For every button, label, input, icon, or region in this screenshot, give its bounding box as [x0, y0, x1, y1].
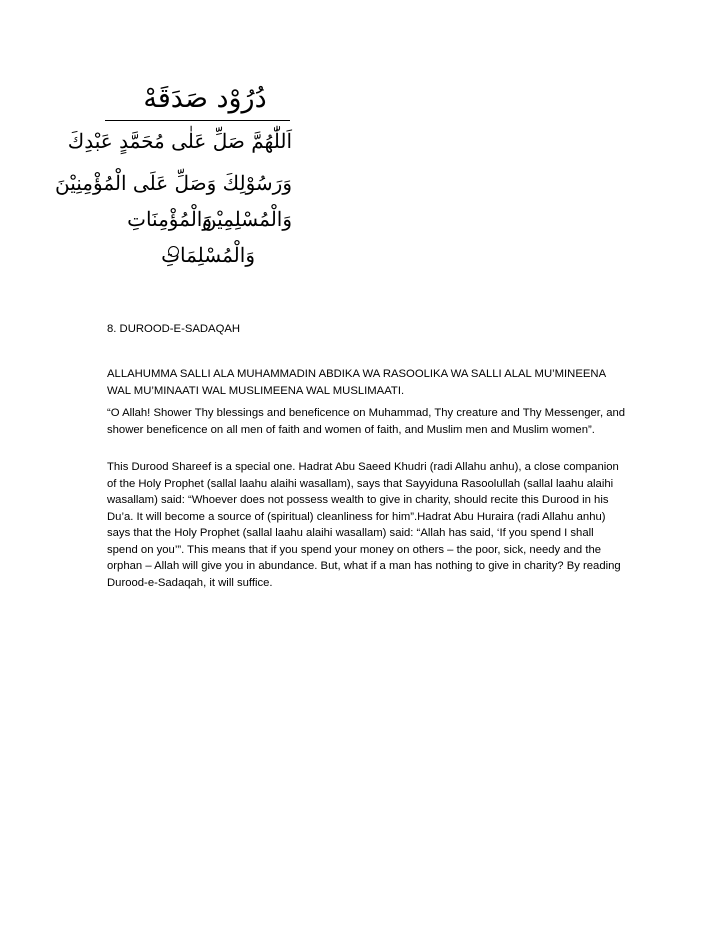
heading-underline	[105, 120, 290, 121]
verse-end-circle-icon	[168, 246, 179, 257]
section-title: 8. DUROOD-E-SADAQAH	[107, 323, 241, 335]
arabic-line-3a: وَالْمُؤْمِنَاتِ	[127, 207, 212, 231]
arabic-durood-block	[55, 80, 300, 270]
translation-paragraph: “O Allah! Shower Thy blessings and beneficence on Muhammad, Thy creature and Thy Messenger, and shower beneficence on all men of faith and women of faith, and Muslim men and Muslim women”.	[107, 407, 626, 436]
arabic-line-4: وَالْمُسْلِمَاتِ	[161, 243, 255, 267]
arabic-line-3b: وَالْمُسْلِمِيْنَ	[201, 207, 292, 231]
arabic-line-2: وَرَسُوْلِكَ وَصَلِّ عَلَى الْمُؤْمِنِيْنَ	[55, 171, 292, 195]
transliteration-paragraph: ALLAHUMMA SALLI ALA MUHAMMADIN ABDIKA WA RASOOLIKA WA SALLI ALAL MU’MINEENA WAL MU’MINAATI WAL MUSLIMEENA WAL MUSLIMAATI.	[107, 368, 606, 397]
arabic-line-1: اَللّٰهُمَّ صَلِّ عَلٰى مُحَمَّدٍ عَبْدِكَ	[67, 129, 292, 153]
commentary-paragraph: This Durood Shareef is a special one. Hadrat Abu Saeed Khudri (radi Allahu anhu), a close companion of the Holy Prophet (sallal laahu alaihi wasallam), says that Sayyiduna Rasoolullah (sallal laahu alaihi wasallam) said: “Whoever does not possess wealth to give in charity, should recite this Durood in his Du’a. It will become a source of (spiritual) cleanliness for him”.Hadrat Abu Huraira (radi Allahu anhu) says that the Holy Prophet (sallal laahu alaihi wasallam) said: “Allah has said, ‘If you spend I shall spend on you’”. This means that if you spend your money on others – the poor, sick, needy and the orphan – Allah will give you in abundance. But, what if a man has nothing to give in charity? By reading Durood-e-Sadaqah, it will suffice.	[107, 461, 621, 589]
arabic-heading: دُرُوْد صَدَقَهْ	[143, 83, 267, 114]
